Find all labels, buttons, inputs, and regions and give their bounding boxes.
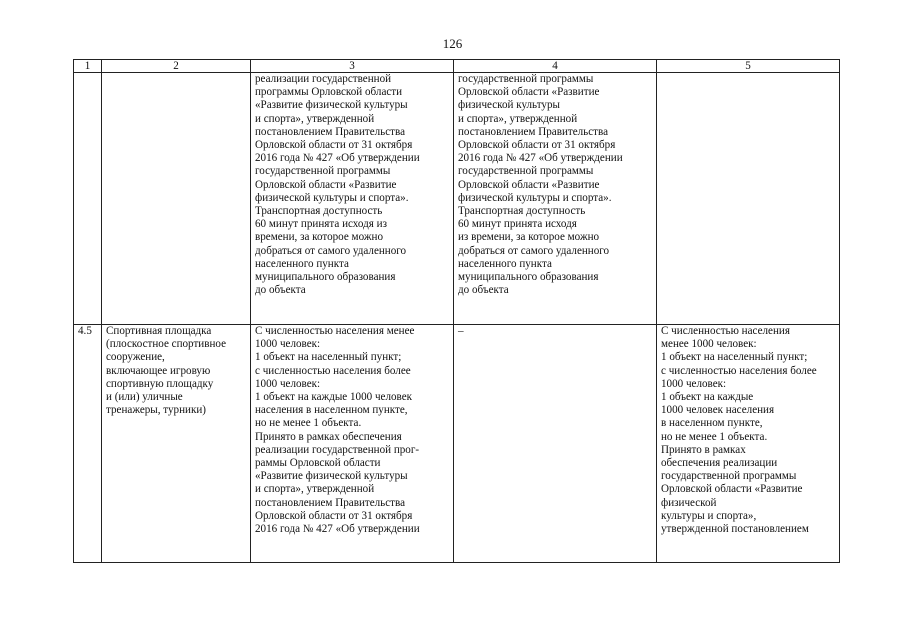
object-name-cell: Спортивная площадка (плоскостное спортивное сооружение, включающее игровую спортивную площадку и (или) уличные тренажеры, турники) bbox=[102, 325, 251, 563]
requirements-table bbox=[73, 59, 840, 563]
object-name-cell bbox=[102, 73, 251, 325]
table-header-row bbox=[74, 60, 840, 73]
requirement-col5-cell: С численностью населения менее 1000 человек: 1 объект на населенный пункт; с численностью населения более 1000 человек: 1 объект на каждые 1000 человек населения в населенном пункте, но не менее 1 объекта. Принято в рамках обеспечения реализации государственной программы Орловской области «Развитие физической культуры и спорта», утвержденной постановлением bbox=[657, 325, 840, 563]
header-col-5: 5 bbox=[657, 60, 840, 73]
header-col-2: 2 bbox=[102, 60, 251, 73]
row-number-cell: 4.5 bbox=[74, 325, 102, 563]
requirement-col4-cell: государственной программы Орловской области «Развитие физической культуры и спорта», утвержденной постановлением Правительства Орловской области от 31 октября 2016 года № 427 «Об утверждении государственной программы Орловской области «Развитие физической культуры и спорта». Транспортная доступность 60 минут принята исходя из времени, за которое можно добраться от самого удаленного населенного пункта муниципального образования до объекта bbox=[454, 73, 657, 325]
table-row-4-5 bbox=[74, 325, 840, 563]
header-col-4: 4 bbox=[454, 60, 657, 73]
table-row-continuation bbox=[74, 73, 840, 325]
requirement-col4-cell: – bbox=[454, 325, 657, 563]
header-col-3: 3 bbox=[251, 60, 454, 73]
requirement-col5-cell bbox=[657, 73, 840, 325]
header-col-1: 1 bbox=[74, 60, 102, 73]
page-number: 126 bbox=[442, 36, 463, 51]
requirement-col3-cell: реализации государственной программы Орловской области «Развитие физической культуры и спорта», утвержденной постановлением Правительства Орловской области от 31 октября 2016 года № 427 «Об утверждении государственной программы Орловской области «Развитие физической культуры и спорта». Транспортная доступность 60 минут принята исходя из времени, за которое можно добраться от самого удаленного населенного пункта муниципального образования до объекта bbox=[251, 73, 454, 325]
requirement-col3-cell: С численностью населения менее 1000 человек: 1 объект на населенный пункт; с численностью населения более 1000 человек: 1 объект на каждые 1000 человек населения в населенном пункте, но не менее 1 объекта. Принято в рамках обеспечения реализации государственной прог- раммы Орловской области «Развитие физической культуры и спорта», утвержденной постановлением Правительства Орловской области от 31 октября 2016 года № 427 «Об утверждении bbox=[251, 325, 454, 563]
row-number-cell bbox=[74, 73, 102, 325]
